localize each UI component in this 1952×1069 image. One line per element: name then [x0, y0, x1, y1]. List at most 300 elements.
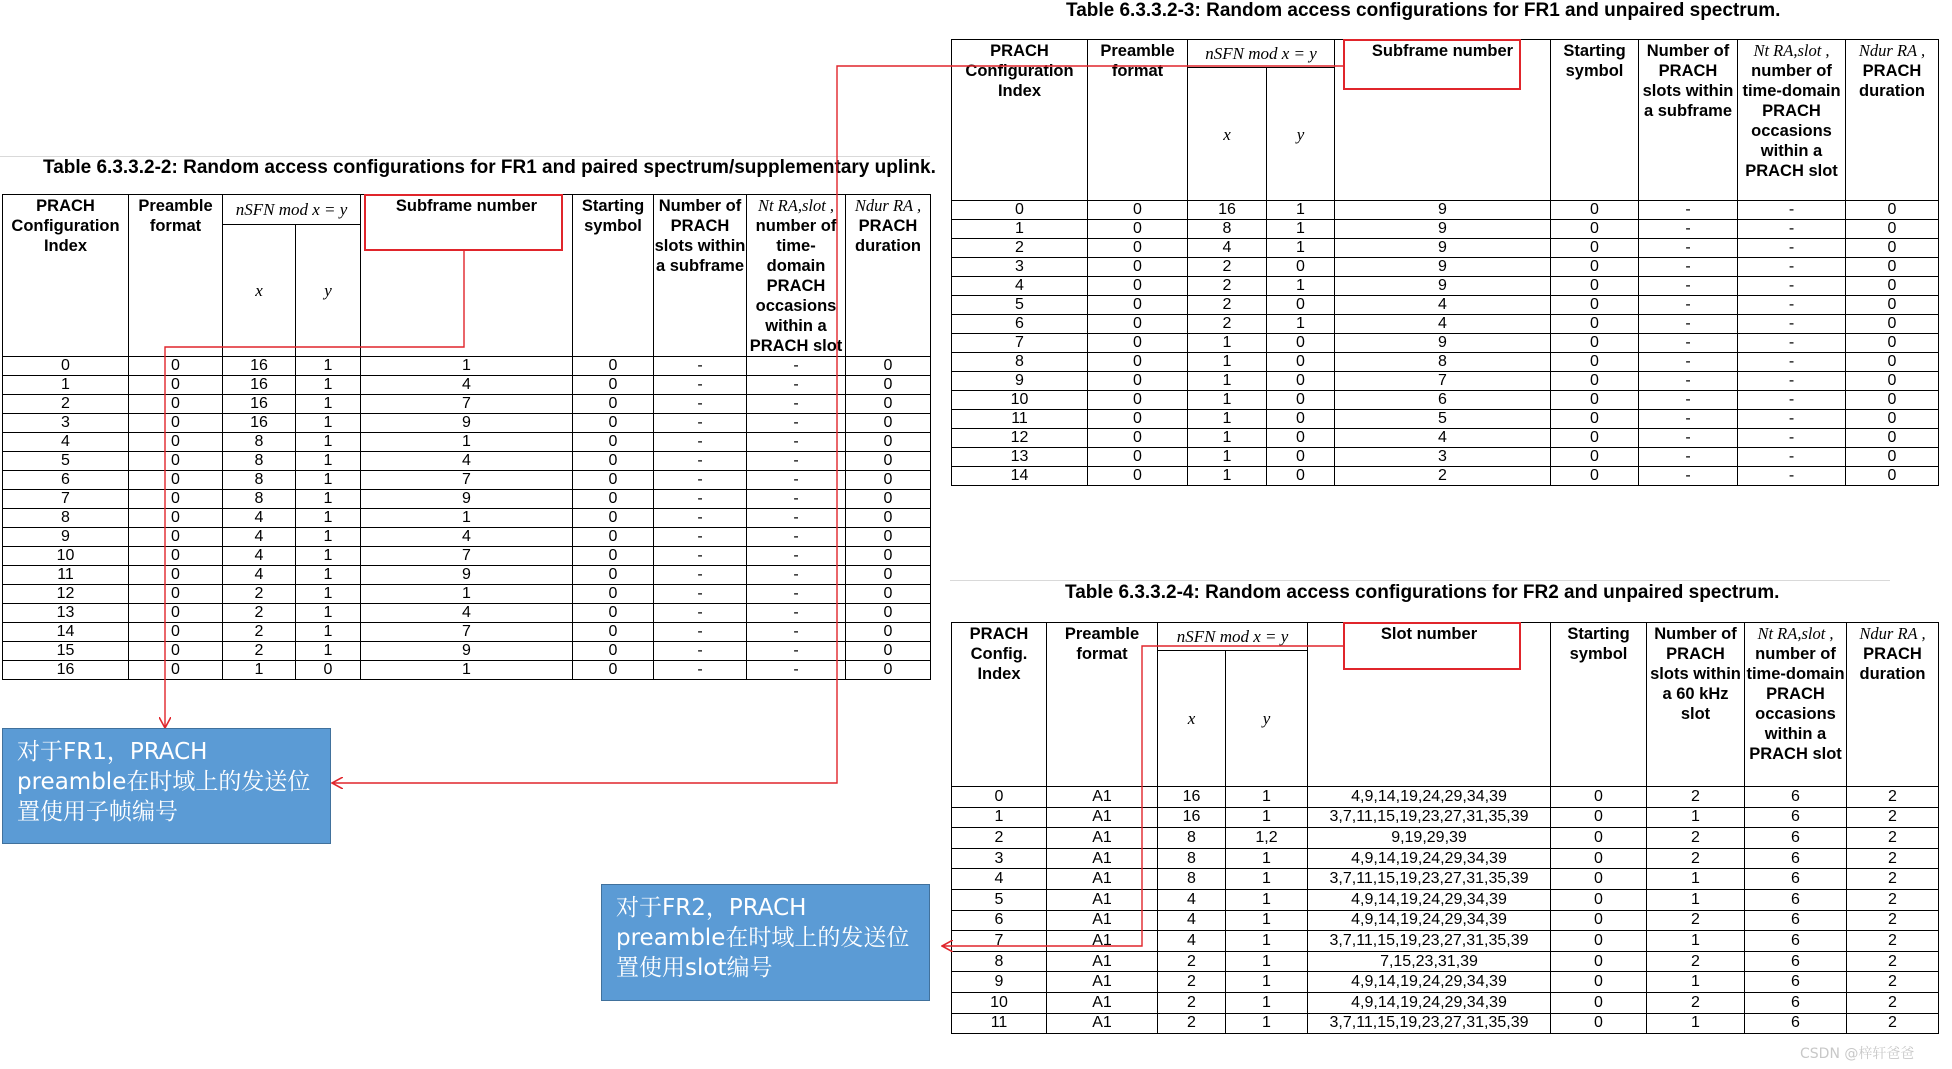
header-nt-label: number of time-domain PRACH occasions within a PRACH slot [1742, 62, 1841, 180]
header-starting-symbol-label: Starting symbol [581, 197, 645, 235]
table-cell: 0 [1551, 429, 1639, 448]
table-cell: 1 [1188, 391, 1267, 410]
table-cell: 0 [1088, 391, 1188, 410]
table-cell: 13 [3, 604, 129, 623]
table-cell: 0 [1088, 277, 1188, 296]
table-cell: - [747, 433, 846, 452]
table-cell: - [747, 585, 846, 604]
table-cell: 0 [1088, 448, 1188, 467]
header-x: x [1188, 68, 1267, 201]
table-cell: 1 [1226, 972, 1308, 993]
table-cell: 1 [296, 509, 361, 528]
table-cell: - [1738, 353, 1846, 372]
table-cell: - [654, 623, 747, 642]
table-cell: 2 [1847, 807, 1939, 828]
table-cell: 0 [1267, 410, 1335, 429]
table-cell: 0 [1551, 848, 1647, 869]
table-cell: 0 [846, 623, 931, 642]
table-cell: - [1738, 220, 1846, 239]
table-cell: 4,9,14,19,24,29,34,39 [1308, 889, 1551, 910]
header-sfn-mod-formula: nSFN mod x = y [1188, 40, 1335, 68]
header-ndur-symbol: Ndur RA , [854, 196, 922, 215]
table-cell: - [654, 471, 747, 490]
table-cell: - [654, 490, 747, 509]
table-cell: 2 [1647, 848, 1745, 869]
table-cell: - [1738, 334, 1846, 353]
table-cell: - [747, 528, 846, 547]
table-cell: 2 [1847, 889, 1939, 910]
header-time-unit-label: Slot number [1380, 625, 1478, 643]
table-cell: 1 [1647, 889, 1745, 910]
table-cell: 0 [1846, 410, 1939, 429]
table-cell: 2 [1335, 467, 1551, 486]
table-cell: 0 [129, 395, 223, 414]
table-cell: 0 [1846, 334, 1939, 353]
table-cell: 4 [952, 869, 1047, 890]
table-cell: 7 [952, 334, 1088, 353]
table-cell: 0 [846, 471, 931, 490]
table-cell: 0 [1551, 239, 1639, 258]
header-x: x [223, 224, 296, 356]
table-cell: 0 [296, 661, 361, 680]
table-cell: 2 [1847, 951, 1939, 972]
table-cell: 1 [223, 661, 296, 680]
table-cell: 4 [1158, 889, 1226, 910]
table-cell: 1 [1267, 315, 1335, 334]
header-num-prach-slots-label: Number of PRACH slots within a subframe [1642, 42, 1734, 120]
table-cell: 0 [952, 787, 1047, 808]
table-cell: 1 [296, 566, 361, 585]
table-cell: 0 [129, 490, 223, 509]
table-cell: - [654, 661, 747, 680]
table-cell: 12 [952, 429, 1088, 448]
table-cell: 0 [1267, 353, 1335, 372]
table-cell: 0 [573, 433, 654, 452]
table-cell: 0 [1088, 201, 1188, 220]
table-cell: 8 [952, 353, 1088, 372]
table-cell: - [1639, 467, 1738, 486]
table-cell: - [1639, 353, 1738, 372]
callout-fr1-note: 对于FR1，PRACH preamble在时域上的发送位置使用子帧编号 [2, 728, 331, 844]
table-cell: 1 [952, 220, 1088, 239]
table-cell: 6 [1745, 869, 1847, 890]
table-cell: 1 [1226, 910, 1308, 931]
table-cell: 2 [223, 585, 296, 604]
table-cell: 1 [1226, 787, 1308, 808]
table-cell: - [654, 585, 747, 604]
table-cell: 0 [1846, 315, 1939, 334]
header-sfn-mod-formula: nSFN mod x = y [1158, 623, 1308, 651]
table-cell: - [1738, 315, 1846, 334]
table-cell: 1 [361, 509, 573, 528]
table-cell: 4 [1188, 239, 1267, 258]
table-cell: - [1738, 258, 1846, 277]
table-cell: 1 [296, 357, 361, 376]
table-cell: 0 [1551, 296, 1639, 315]
table-cell: 0 [1088, 315, 1188, 334]
table-cell: 1 [1647, 807, 1745, 828]
table-cell: 0 [846, 585, 931, 604]
table-cell: 2 [1647, 992, 1745, 1013]
table-cell: - [654, 414, 747, 433]
watermark: CSDN @梓轩爸爸 [1800, 1046, 1915, 1062]
table-cell: 0 [846, 528, 931, 547]
table-cell: 0 [573, 509, 654, 528]
table-cell: 2 [223, 623, 296, 642]
table-cell: A1 [1047, 992, 1158, 1013]
table-cell: 8 [3, 509, 129, 528]
table-cell: - [654, 566, 747, 585]
table-cell: 11 [952, 410, 1088, 429]
table-cell: 6 [1745, 848, 1847, 869]
table-cell: 11 [3, 566, 129, 585]
table-cell: 6 [1745, 951, 1847, 972]
table-cell: - [1639, 201, 1738, 220]
table-cell: 0 [1088, 258, 1188, 277]
arrow-fr1-paired-to-callout [165, 251, 464, 727]
table-cell: 0 [573, 376, 654, 395]
table-cell: 9 [952, 372, 1088, 391]
table-cell: - [747, 642, 846, 661]
header-y: y [1267, 68, 1335, 201]
table-cell: 0 [1551, 391, 1639, 410]
table-cell: 0 [1846, 258, 1939, 277]
table-cell: 14 [952, 467, 1088, 486]
table-cell: 0 [1088, 353, 1188, 372]
table-cell: 1 [1647, 931, 1745, 952]
table-cell: 2 [1647, 787, 1745, 808]
table-cell: 8 [223, 433, 296, 452]
table-cell: 0 [3, 357, 129, 376]
table-cell: - [1738, 410, 1846, 429]
table-cell: - [1738, 239, 1846, 258]
table-cell: - [1738, 296, 1846, 315]
header-preamble-format-label: Preamble format [138, 197, 213, 235]
table-cell: 1 [1647, 972, 1745, 993]
table-cell: 9 [361, 490, 573, 509]
table-cell: 2 [1647, 828, 1745, 849]
table-cell: 1 [1226, 889, 1308, 910]
table-cell: - [1738, 467, 1846, 486]
table-cell: 15 [3, 642, 129, 661]
table-cell: 1 [296, 585, 361, 604]
header-ndur-label: PRACH duration [1859, 645, 1926, 683]
header-ndur-symbol: Ndur RA , [1858, 41, 1926, 60]
table-cell: 8 [223, 471, 296, 490]
table-cell: 0 [1551, 787, 1647, 808]
arrow-fr1-unpaired-to-callout [333, 66, 1343, 783]
table-cell: - [747, 452, 846, 471]
table-cell: 0 [846, 376, 931, 395]
table-cell: 0 [1551, 828, 1647, 849]
table-cell: 9 [1335, 239, 1551, 258]
table-cell: - [1639, 220, 1738, 239]
table-cell: 1 [296, 414, 361, 433]
table-cell: 0 [1551, 889, 1647, 910]
table-cell: 0 [1846, 448, 1939, 467]
table-cell: 5 [1335, 410, 1551, 429]
table-cell: 0 [573, 452, 654, 471]
table-cell: 1 [1267, 201, 1335, 220]
table-cell: 16 [223, 395, 296, 414]
table-cell: 10 [952, 391, 1088, 410]
table-cell: - [1639, 410, 1738, 429]
table-cell: 0 [1088, 429, 1188, 448]
table-cell: 1 [296, 623, 361, 642]
table-cell: 8 [223, 490, 296, 509]
table-cell: 0 [573, 585, 654, 604]
table-cell: 2 [1647, 910, 1745, 931]
table-cell: A1 [1047, 910, 1158, 931]
table-cell: 2 [952, 828, 1047, 849]
table-cell: 1 [361, 433, 573, 452]
table-cell: 0 [129, 623, 223, 642]
table-cell: 3,7,11,15,19,23,27,31,35,39 [1308, 1013, 1551, 1034]
table-cell: 1 [1188, 467, 1267, 486]
table-cell: 3 [1335, 448, 1551, 467]
table-cell: - [1639, 448, 1738, 467]
table-cell: 2 [1847, 787, 1939, 808]
table-cell: 2 [1188, 258, 1267, 277]
table-cell: 0 [1551, 372, 1639, 391]
table-cell: 0 [573, 490, 654, 509]
table-cell: - [1639, 296, 1738, 315]
table-cell: - [747, 471, 846, 490]
table-fr1-paired-title: Table 6.3.3.2-2: Random access configurations for FR1 and paired spectrum/supplementary uplink. [43, 157, 936, 178]
table-cell: 6 [1745, 910, 1847, 931]
table-cell: 2 [223, 604, 296, 623]
table-cell: 0 [846, 490, 931, 509]
header-preamble-format-label: Preamble format [1100, 42, 1175, 80]
table-cell: 1 [296, 604, 361, 623]
table-cell: - [654, 452, 747, 471]
table-cell: 0 [1088, 467, 1188, 486]
table-cell: 0 [1267, 391, 1335, 410]
table-cell: 6 [1745, 1013, 1847, 1034]
table-cell: 0 [573, 357, 654, 376]
table-cell: 6 [1745, 992, 1847, 1013]
table-cell: - [1639, 277, 1738, 296]
table-cell: A1 [1047, 828, 1158, 849]
header-sfn-mod-formula: nSFN mod x = y [223, 195, 361, 225]
table-cell: 1 [1188, 353, 1267, 372]
table-cell: - [747, 357, 846, 376]
header-preamble-format-label: Preamble format [1064, 625, 1140, 663]
table-cell: 0 [1551, 467, 1639, 486]
table-cell: 0 [129, 376, 223, 395]
table-cell: 1 [361, 585, 573, 604]
table-fr2-unpaired-title: Table 6.3.3.2-4: Random access configurations for FR2 and unpaired spectrum. [1065, 582, 1780, 603]
table-cell: - [747, 490, 846, 509]
table-cell: - [747, 395, 846, 414]
table-cell: 2 [1847, 992, 1939, 1013]
table-cell: - [654, 376, 747, 395]
table-cell: 0 [129, 528, 223, 547]
table-cell: 4,9,14,19,24,29,34,39 [1308, 972, 1551, 993]
table-cell: 1 [296, 376, 361, 395]
table-cell: 2 [1188, 296, 1267, 315]
table-cell: 1 [1188, 429, 1267, 448]
table-cell: 0 [573, 566, 654, 585]
table-cell: 9 [1335, 277, 1551, 296]
table-cell: - [747, 509, 846, 528]
table-cell: 4 [223, 566, 296, 585]
table-cell: 0 [1551, 201, 1639, 220]
table-cell: 0 [573, 642, 654, 661]
table-cell: 0 [129, 357, 223, 376]
table-cell: 0 [573, 414, 654, 433]
table-cell: 4 [952, 277, 1088, 296]
table-cell: 4,9,14,19,24,29,34,39 [1308, 910, 1551, 931]
table-cell: 0 [1551, 931, 1647, 952]
table-cell: 1 [1188, 372, 1267, 391]
table-cell: 1 [1226, 807, 1308, 828]
table-cell: 0 [1551, 220, 1639, 239]
table-cell: - [747, 547, 846, 566]
table-cell: 2 [1847, 869, 1939, 890]
table-cell: 0 [1551, 910, 1647, 931]
table-cell: 12 [3, 585, 129, 604]
table-cell: - [747, 376, 846, 395]
table-cell: 0 [846, 452, 931, 471]
table-cell: A1 [1047, 1013, 1158, 1034]
table-cell: 3 [3, 414, 129, 433]
table-cell: 0 [1088, 410, 1188, 429]
table-cell: 11 [952, 1013, 1047, 1034]
table-cell: 0 [1846, 220, 1939, 239]
table-cell: 3 [952, 848, 1047, 869]
table-cell: 4 [1335, 429, 1551, 448]
table-cell: 4 [1335, 296, 1551, 315]
table-cell: 2 [1847, 931, 1939, 952]
table-cell: 9 [361, 642, 573, 661]
table-cell: A1 [1047, 972, 1158, 993]
table-cell: - [1639, 334, 1738, 353]
table-cell: 0 [1088, 239, 1188, 258]
table-cell: 4,9,14,19,24,29,34,39 [1308, 787, 1551, 808]
header-ndur-label: PRACH duration [1859, 62, 1925, 100]
table-cell: 0 [1267, 467, 1335, 486]
table-cell: 1 [1647, 1013, 1745, 1034]
table-cell: 4 [1158, 910, 1226, 931]
table-cell: 8 [1158, 828, 1226, 849]
table-cell: 0 [846, 604, 931, 623]
header-config-index-label: PRACH Config. Index [969, 625, 1029, 683]
table-cell: 0 [846, 433, 931, 452]
table-cell: A1 [1047, 848, 1158, 869]
table-cell: 1 [1267, 239, 1335, 258]
table-cell: 0 [129, 433, 223, 452]
table-cell: 9,19,29,39 [1308, 828, 1551, 849]
table-cell: 0 [1551, 334, 1639, 353]
table-cell: 0 [1551, 315, 1639, 334]
table-cell: 4,9,14,19,24,29,34,39 [1308, 992, 1551, 1013]
table-cell: 0 [1551, 951, 1647, 972]
table-cell: 16 [1158, 807, 1226, 828]
table-cell: - [654, 433, 747, 452]
table-cell: 5 [952, 889, 1047, 910]
table-cell: 6 [1745, 931, 1847, 952]
table-cell: 8 [223, 452, 296, 471]
table-cell: 0 [952, 201, 1088, 220]
callout-fr2-note: 对于FR2，PRACH preamble在时域上的发送位置使用slot编号 [601, 884, 930, 1001]
table-cell: 0 [1551, 258, 1639, 277]
table-cell: 0 [846, 357, 931, 376]
table-cell: - [1639, 372, 1738, 391]
table-cell: 4 [3, 433, 129, 452]
table-cell: 4 [1158, 931, 1226, 952]
table-cell: 1 [296, 642, 361, 661]
table-cell: 0 [129, 509, 223, 528]
table-cell: 2 [1188, 277, 1267, 296]
header-nt-symbol: Nt RA,slot , [1757, 624, 1834, 643]
table-cell: 6 [1335, 391, 1551, 410]
table-cell: - [1639, 391, 1738, 410]
table-cell: 0 [129, 661, 223, 680]
table-cell: 7 [1335, 372, 1551, 391]
table-cell: 1 [1647, 869, 1745, 890]
table-cell: 5 [3, 452, 129, 471]
table-cell: 4 [223, 509, 296, 528]
table-cell: 0 [1846, 391, 1939, 410]
table-cell: 0 [573, 623, 654, 642]
table-cell: - [654, 642, 747, 661]
table-cell: 0 [1267, 429, 1335, 448]
table-cell: 0 [129, 585, 223, 604]
table-cell: A1 [1047, 931, 1158, 952]
table-cell: 0 [129, 414, 223, 433]
table-cell: 0 [1551, 807, 1647, 828]
table-cell: 7,15,23,31,39 [1308, 951, 1551, 972]
table-cell: 1 [1188, 448, 1267, 467]
table-cell: 7 [952, 931, 1047, 952]
table-cell: 0 [129, 452, 223, 471]
table-cell: - [654, 395, 747, 414]
table-cell: A1 [1047, 807, 1158, 828]
table-cell: 2 [1847, 848, 1939, 869]
table-cell: A1 [1047, 889, 1158, 910]
header-config-index-label: PRACH Configuration Index [11, 197, 120, 255]
table-cell: 1 [296, 490, 361, 509]
header-x: x [1158, 651, 1226, 787]
table-cell: 7 [361, 471, 573, 490]
table-cell: 7 [3, 490, 129, 509]
table-cell: 0 [1551, 992, 1647, 1013]
table-cell: A1 [1047, 869, 1158, 890]
table-cell: 0 [846, 566, 931, 585]
table-cell: 0 [1846, 429, 1939, 448]
table-cell: 1 [296, 547, 361, 566]
arrow-fr2-to-callout [943, 646, 1343, 946]
table-cell: 2 [1847, 1013, 1939, 1034]
table-cell: 4,9,14,19,24,29,34,39 [1308, 848, 1551, 869]
table-cell: 16 [223, 414, 296, 433]
table-cell: 1 [1267, 277, 1335, 296]
header-time-unit-label: Subframe number [395, 197, 538, 215]
table-cell: 9 [1335, 334, 1551, 353]
table-cell: 0 [846, 509, 931, 528]
table-cell: 0 [1267, 372, 1335, 391]
table-cell: 4 [1335, 315, 1551, 334]
table-cell: 0 [573, 604, 654, 623]
table-cell: 0 [129, 471, 223, 490]
table-cell: 0 [129, 642, 223, 661]
table-cell: 0 [846, 395, 931, 414]
header-ndur-symbol: Ndur RA , [1859, 624, 1926, 643]
table-cell: 2 [3, 395, 129, 414]
table-cell: - [1738, 372, 1846, 391]
table-cell: 2 [1188, 315, 1267, 334]
